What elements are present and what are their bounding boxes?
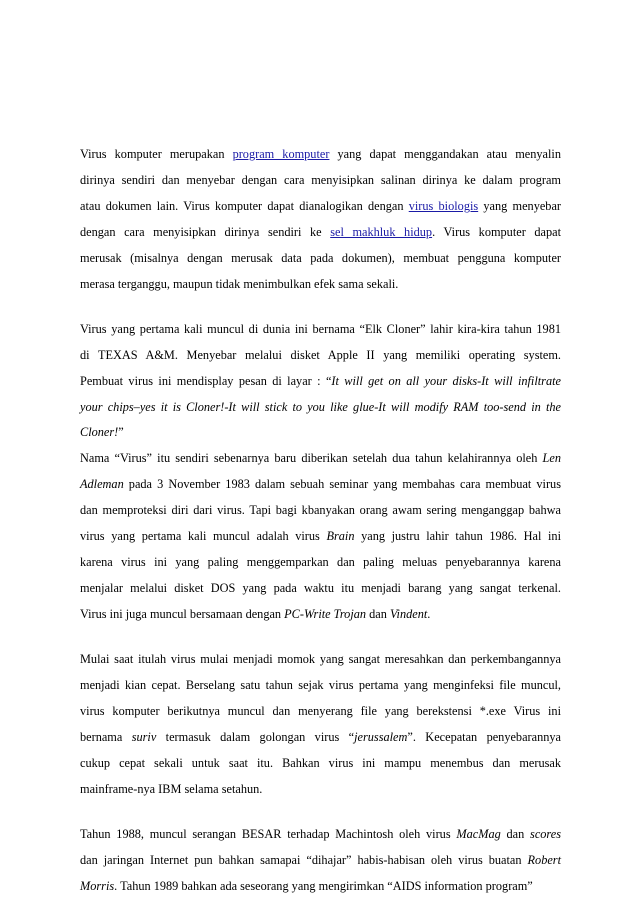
text-run: Pembuat virus ini mendisplay pesan di layar : “ — [80, 374, 332, 388]
italic-text: Morris — [80, 879, 115, 893]
text-run: menjalar melalui disket DOS yang pada waktu itu menjadi barang yang sangat terkenal. — [80, 581, 561, 595]
text-run: Mulai saat itulah virus mulai menjadi momok yang sangat meresahkan dan perkembangannya — [80, 652, 561, 666]
text-line — [80, 554, 561, 570]
text-run: mainframe-nya IBM selama setahun. — [80, 782, 263, 796]
italic-text: Cloner! — [80, 425, 119, 439]
text-run: karena virus ini yang paling menggemparkan dan paling meluas penyebarannya karena — [80, 555, 561, 569]
italic-text: MacMag — [456, 827, 501, 841]
text-run: yang menyebar — [478, 199, 562, 213]
text-run: . — [427, 607, 431, 621]
text-run: dirinya sendiri dan menyebar dengan cara menyisipkan salinan dirinya ke dalam program — [80, 173, 561, 187]
text-line — [80, 399, 561, 415]
wiki-link[interactable]: sel makhluk hidup — [330, 225, 433, 239]
italic-text: Len — [542, 451, 561, 465]
text-line — [80, 878, 561, 894]
italic-text: suriv — [131, 730, 157, 744]
text-line — [80, 373, 561, 389]
text-run: bernama — [80, 730, 132, 744]
italic-text: jerussalem — [354, 730, 408, 744]
text-run: Virus ini juga muncul bersamaan dengan — [80, 607, 285, 621]
italic-text: Brain — [326, 529, 355, 543]
wiki-link[interactable]: virus biologis — [408, 199, 479, 213]
text-line — [80, 321, 561, 337]
text-line — [80, 781, 561, 797]
text-run: dengan cara menyisipkan dirinya sendiri ke — [80, 225, 331, 239]
text-run: . Tahun 1989 bahkan ada seseorang yang mengirimkan “AIDS information program” — [114, 879, 533, 893]
italic-text: Adleman — [80, 477, 124, 491]
text-run: merusak (misalnya dengan merusak data pada dokumen), membuat pengguna komputer — [80, 251, 561, 265]
text-run: termasuk dalam golongan virus “ — [156, 730, 355, 744]
text-run: dan — [366, 607, 390, 621]
text-line — [80, 703, 561, 719]
text-line — [80, 347, 561, 363]
text-line — [80, 826, 561, 842]
text-run: Nama “Virus” itu sendiri sebenarnya baru diberikan setelah dua tahun kelahirannya oleh — [80, 451, 543, 465]
text-line — [80, 424, 561, 440]
text-line — [80, 677, 561, 693]
italic-text: Vindent — [389, 607, 428, 621]
text-run: Virus komputer merupakan — [80, 147, 233, 161]
text-line — [80, 198, 561, 214]
text-line — [80, 606, 561, 622]
text-line — [80, 852, 561, 868]
text-run: virus yang pertama kali muncul adalah virus — [80, 529, 327, 543]
text-run: virus komputer berikutnya muncul dan menyerang file yang berekstensi *.exe Virus ini — [80, 704, 561, 718]
text-run: yang dapat menggandakan atau menyalin — [329, 147, 561, 161]
text-run: menjadi kian cepat. Berselang satu tahun sejak virus pertama yang menginfeksi file muncul, — [80, 678, 561, 692]
text-run: cukup cepat sekali untuk saat itu. Bahkan virus ini mampu menembus dan merusak — [80, 756, 561, 770]
italic-text: PC-Write Trojan — [284, 607, 367, 621]
text-run: pada 3 November 1983 dalam sebuah seminar yang membahas cara membuat virus — [123, 477, 561, 491]
italic-text: It will get on all your disks-It will infiltrate — [331, 374, 561, 388]
text-line — [80, 755, 561, 771]
wiki-link[interactable]: program komputer — [232, 147, 330, 161]
text-run: ” — [118, 425, 124, 439]
italic-text: scores — [530, 827, 561, 841]
text-run: Tahun 1988, muncul serangan BESAR terhadap Machintosh oleh virus — [80, 827, 457, 841]
text-line — [80, 580, 561, 596]
text-line — [80, 450, 561, 466]
text-line — [80, 476, 561, 492]
text-line — [80, 146, 561, 162]
text-run: dan memproteksi diri dari virus. Tapi bagi kbanyakan orang awam sering menganggap bahwa — [80, 503, 561, 517]
text-run: di TEXAS A&M. Menyebar melalui disket Apple II yang memiliki operating system. — [80, 348, 561, 362]
text-line — [80, 651, 561, 667]
text-line — [80, 729, 561, 745]
text-run: atau dokumen lain. Virus komputer dapat dianalogikan dengan — [80, 199, 409, 213]
text-run: Virus yang pertama kali muncul di dunia ini bernama “Elk Cloner” lahir kira-kira tahun 1981 — [80, 322, 561, 336]
text-run: yang justru lahir tahun 1986. Hal ini — [354, 529, 561, 543]
text-run: dan — [500, 827, 531, 841]
text-run: . Virus komputer dapat — [432, 225, 562, 239]
italic-text: your chips–yes it is Cloner!-It will stick to you like glue-It will modify RAM too-send in the — [80, 400, 561, 414]
text-line — [80, 172, 561, 188]
text-run: dan jaringan Internet pun bahkan samapai “dihajar” habis-habisan oleh virus buatan — [80, 853, 528, 867]
text-line — [80, 528, 561, 544]
text-run: merasa terganggu, maupun tidak menimbulkan efek sama sekali. — [80, 277, 399, 291]
text-line — [80, 276, 561, 292]
text-run: ”. Kecepatan penyebarannya — [407, 730, 561, 744]
text-line — [80, 224, 561, 240]
text-line — [80, 250, 561, 266]
italic-text: Robert — [527, 853, 561, 867]
text-line — [80, 502, 561, 518]
